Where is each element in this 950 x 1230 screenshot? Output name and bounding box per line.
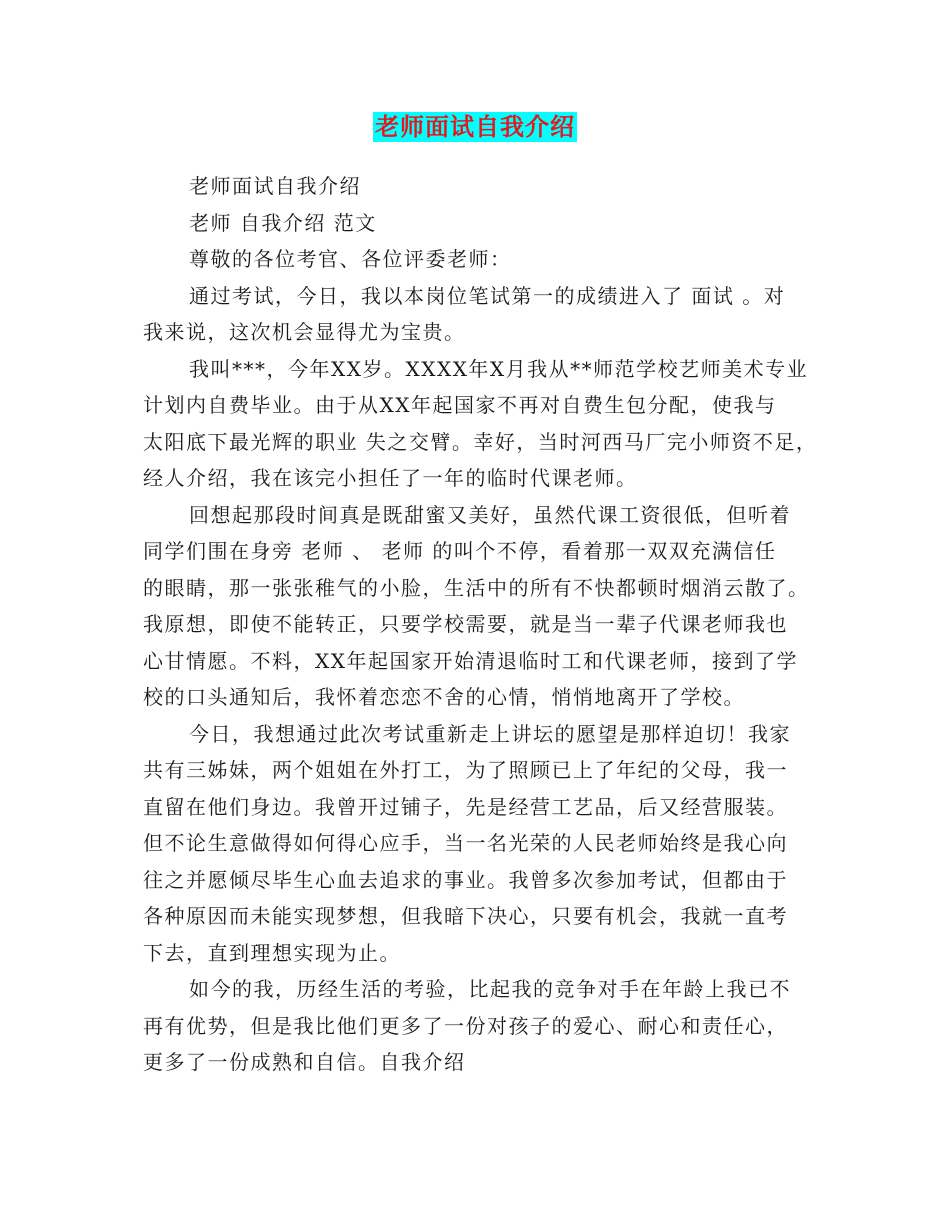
- text-line: 计划内自费毕业。由于从XX年起国家不再对自费生包分配，使我与: [143, 393, 777, 417]
- text-line: 心甘情愿。不料，XX年起国家开始清退临时工和代课老师，接到了学: [143, 648, 798, 673]
- text-line: 老师面试自我介绍: [189, 174, 361, 198]
- text-line: 往之并愿倾尽毕生心血去追求的事业。我曾多次参加考试，但都由于: [143, 867, 788, 892]
- text-line: 今日，我想通过此次考试重新走上讲坛的愿望是那样迫切！我家: [189, 721, 791, 746]
- text-line: 同学们围在身旁 老师 、 老师 的叫个不停，看着那一双双充满信任: [143, 539, 777, 563]
- text-line: 共有三姊妹，两个姐姐在外打工，为了照顾已上了年纪的父母，我一: [143, 758, 788, 782]
- text-line: 我来说，这次机会显得尤为宝贵。: [143, 320, 466, 344]
- text-line: 回想起那段时间真是既甜蜜又美好，虽然代课工资很低，但听着: [189, 502, 791, 527]
- text-line: 我原想，即使不能转正，只要学校需要，就是当一辈子代课老师我也: [143, 612, 788, 636]
- text-line: 太阳底下最光辉的职业 失之交臂。幸好，当时河西马厂完小师资不足，: [143, 429, 818, 454]
- text-line: 我叫***，今年XX岁。XXXX年X月我从**师范学校艺师美术专业: [189, 356, 809, 381]
- text-line: 但不论生意做得如何得心应手，当一名光荣的人民老师始终是我心向: [143, 831, 788, 855]
- text-line: 尊敬的各位考官、各位评委老师：: [189, 247, 512, 271]
- text-line: 校的口头通知后，我怀着恋恋不舍的心情，悄悄地离开了学校。: [143, 685, 745, 709]
- text-line: 通过考试，今日，我以本岗位笔试第一的成绩进入了 面试 。对: [189, 283, 786, 308]
- document-body: [143, 168, 818, 1081]
- text-line: 经人介绍，我在该完小担任了一年的临时代课老师。: [143, 466, 638, 490]
- title-container: [0, 112, 950, 142]
- text-line: 老师 自我介绍 范文: [189, 210, 377, 235]
- text-line: 再有优势，但是我比他们更多了一份对孩子的爱心、耐心和责任心，: [143, 1013, 788, 1038]
- text-line: 下去，直到理想实现为止。: [143, 940, 401, 965]
- text-line: 如今的我，历经生活的考验，比起我的竞争对手在年龄上我已不: [189, 977, 791, 1001]
- text-line: 直留在他们身边。我曾开过铺子，先是经营工艺品，后又经营服装。: [143, 794, 788, 819]
- document-title: 老师面试自我介绍: [375, 113, 575, 141]
- text-line: 各种原因而未能实现梦想，但我暗下决心，只要有机会，我就一直考: [143, 904, 788, 928]
- text-line: 的眼睛，那一张张稚气的小脸，生活中的所有不快都顿时烟消云散了。: [143, 575, 810, 600]
- text-line: 更多了一份成熟和自信。自我介绍: [143, 1050, 466, 1074]
